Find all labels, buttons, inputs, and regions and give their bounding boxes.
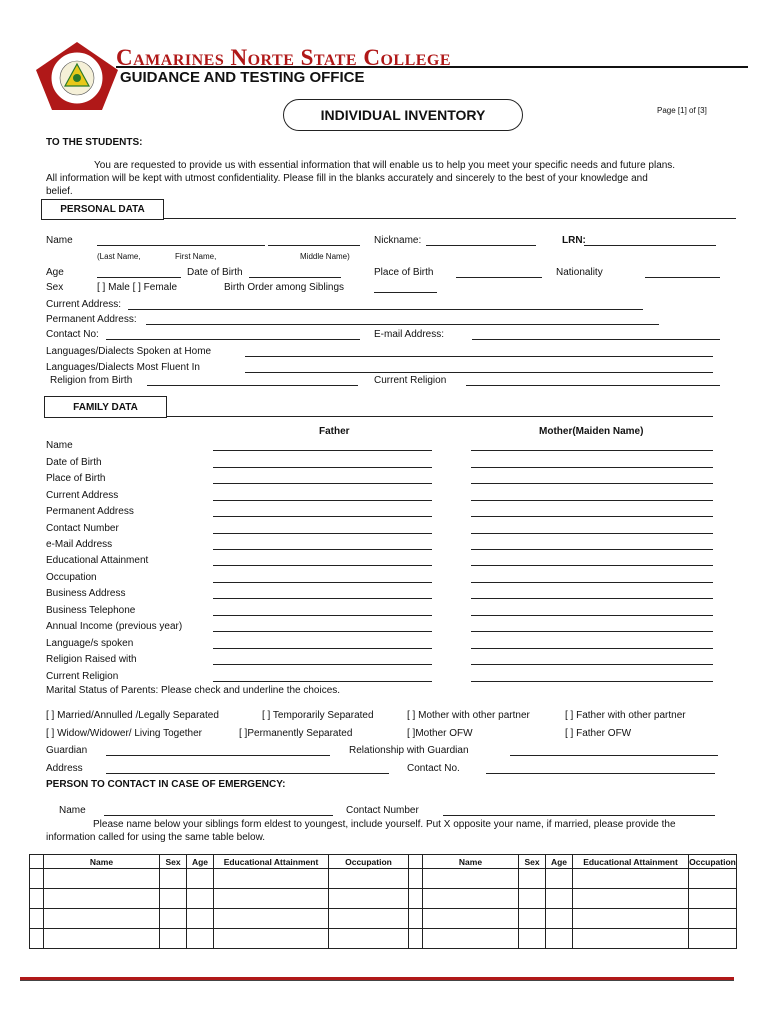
father-field[interactable] [213,664,432,665]
relationship-label: Relationship with Guardian [349,745,469,756]
siblings-table [29,854,737,949]
lang-fluent-label: Languages/Dialects Most Fluent In [46,362,200,373]
contact-field[interactable] [106,339,360,340]
religion-birth-label: Religion from Birth [50,375,133,386]
mother-field[interactable] [471,615,713,616]
nickname-field[interactable] [426,245,536,246]
family-field-current-address: Current Address [46,490,119,501]
mother-header: Mother(Maiden Name) [539,426,644,437]
lrn-label: LRN: [562,235,586,246]
father-field[interactable] [213,598,432,599]
family-field-pob: Place of Birth [46,473,106,484]
mother-field[interactable] [471,483,713,484]
intro-line-2: All information will be kept with utmost confidentiality. Please fill in the blanks accurately and sincerely to the best of your knowledge and [46,173,648,184]
salutation: TO THE STUDENTS: [46,137,143,148]
current-religion-label: Current Religion [374,375,447,386]
marital-option-mother-ofw[interactable]: [ ]Mother OFW [407,728,473,739]
guardian-contact-label: Contact No. [407,763,460,774]
pob-field[interactable] [456,277,542,278]
mother-field[interactable] [471,631,713,632]
guardian-contact-field[interactable] [486,773,715,774]
personal-data-section [41,199,164,220]
intro-line-1: You are requested to provide us with essential information that will enable us to help you meet your specific needs and future plans. [94,160,676,171]
siblings-instruction-2: information called for using the same table below. [46,832,266,843]
email-field[interactable] [472,339,720,340]
mother-field[interactable] [471,565,713,566]
father-field[interactable] [213,549,432,550]
pob-label: Place of Birth [374,267,434,278]
lang-home-field[interactable] [245,356,713,357]
lrn-field[interactable] [584,245,716,246]
col-age: Age [546,855,573,869]
family-field-name: Name [46,440,73,451]
family-data-section [44,396,167,418]
permanent-address-field[interactable] [146,324,659,325]
lang-fluent-field[interactable] [245,372,713,373]
mother-field[interactable] [471,450,713,451]
table-row[interactable] [30,869,737,889]
table-row[interactable] [30,929,737,949]
marital-option-father-partner[interactable]: [ ] Father with other partner [565,710,686,721]
col-marker [30,855,44,869]
table-row[interactable] [30,889,737,909]
last-first-name-field[interactable] [97,245,265,246]
middle-name-field[interactable] [268,245,360,246]
age-field[interactable] [97,277,181,278]
father-header: Father [319,426,350,437]
age-label: Age [46,267,64,278]
marital-prompt: Marital Status of Parents: Please check and underline the choices. [46,685,341,696]
birth-order-field[interactable] [374,292,437,293]
last-name-hint: (Last Name, [97,252,141,261]
family-field-email: e-Mail Address [46,539,113,550]
col-education: Educational Attainment [214,855,329,869]
mother-field[interactable] [471,467,713,468]
marital-option-widow[interactable]: [ ] Widow/Widower/ Living Together [46,728,202,739]
father-field[interactable] [213,648,432,649]
siblings-header-row [30,855,737,869]
father-field[interactable] [213,533,432,534]
col-occupation: Occupation [329,855,409,869]
emergency-contact-label: Contact Number [346,805,419,816]
family-field-annual-income: Annual Income (previous year) [46,621,183,632]
permanent-address-label: Permanent Address: [46,314,137,325]
father-field[interactable] [213,450,432,451]
religion-birth-field[interactable] [147,385,358,386]
intro-line-3: belief. [46,186,73,197]
first-name-hint: First Name, [175,252,217,261]
father-field[interactable] [213,631,432,632]
personal-data-label: PERSONAL DATA [60,204,145,215]
footer-divider [20,977,734,981]
family-field-contact: Contact Number [46,523,119,534]
father-field[interactable] [213,483,432,484]
family-field-education: Educational Attainment [46,555,149,566]
lang-home-label: Languages/Dialects Spoken at Home [46,346,212,357]
marital-option-father-ofw[interactable]: [ ] Father OFW [565,728,632,739]
middle-name-hint: Middle Name) [300,252,350,261]
family-field-religion-raised: Religion Raised with [46,654,137,665]
mother-field[interactable] [471,681,713,682]
contact-label: Contact No: [46,329,99,340]
col-sex: Sex [519,855,546,869]
family-field-business-telephone: Business Telephone [46,605,136,616]
col-marker [409,855,423,869]
dob-field[interactable] [249,277,341,278]
father-field[interactable] [213,582,432,583]
mother-field[interactable] [471,549,713,550]
family-field-languages: Language/s spoken [46,638,134,649]
relationship-field[interactable] [510,755,718,756]
sex-options[interactable]: [ ] Male [ ] Female [97,282,178,293]
father-field[interactable] [213,565,432,566]
nationality-label: Nationality [556,267,603,278]
guardian-label: Guardian [46,745,88,756]
siblings-instruction-1: Please name below your siblings form eldest to youngest, include yourself. Put X opposite your name, if married, please provide the [93,819,676,830]
sex-label: Sex [46,282,64,293]
mother-field[interactable] [471,598,713,599]
guardian-address-label: Address [46,763,83,774]
family-field-current-religion: Current Religion [46,671,119,682]
current-address-label: Current Address: [46,299,122,310]
mother-field[interactable] [471,582,713,583]
email-label: E-mail Address: [374,329,445,340]
name-label: Name [46,235,73,246]
father-field[interactable] [213,681,432,682]
col-name: Name [44,855,160,869]
emergency-title: PERSON TO CONTACT IN CASE OF EMERGENCY: [46,779,286,790]
guardian-field[interactable] [106,755,330,756]
col-name: Name [423,855,519,869]
marital-option-temp-separated[interactable]: [ ] Temporarily Separated [262,710,374,721]
office-name: GUIDANCE AND TESTING OFFICE [120,69,365,86]
mother-field[interactable] [471,500,713,501]
family-data-label: FAMILY DATA [73,401,138,413]
family-field-permanent-address: Permanent Address [46,506,134,517]
current-religion-field[interactable] [466,385,720,386]
mother-field[interactable] [471,516,713,517]
col-occupation: Occupation [689,856,736,867]
page-info: Page [1] of [3] [657,106,707,115]
form-title [283,99,523,131]
father-field[interactable] [213,615,432,616]
emergency-name-field[interactable] [104,815,333,816]
nickname-label: Nickname: [374,235,422,246]
father-field[interactable] [213,467,432,468]
marital-option-married[interactable]: [ ] Married/Annulled /Legally Separated [46,710,219,721]
marital-option-perm-separated[interactable]: [ ]Permanently Separated [239,728,353,739]
family-field-dob: Date of Birth [46,457,102,468]
father-field[interactable] [213,516,432,517]
col-sex: Sex [160,855,187,869]
emergency-name-label: Name [59,805,86,816]
col-education: Educational Attainment [573,855,689,869]
col-age: Age [187,855,214,869]
current-address-field[interactable] [128,309,643,310]
mother-field[interactable] [471,664,713,665]
birth-order-label: Birth Order among Siblings [224,282,345,293]
mother-field[interactable] [471,648,713,649]
marital-option-mother-partner[interactable]: [ ] Mother with other partner [407,710,530,721]
dob-label: Date of Birth [187,267,243,278]
family-field-occupation: Occupation [46,572,97,583]
college-name: Camarines Norte State College [116,45,452,70]
guardian-address-field[interactable] [106,773,389,774]
emergency-contact-field[interactable] [443,815,715,816]
father-field[interactable] [213,500,432,501]
mother-field[interactable] [471,533,713,534]
nationality-field[interactable] [645,277,720,278]
table-row[interactable] [30,909,737,929]
form-title-text: INDIVIDUAL INVENTORY [320,107,486,123]
family-field-business-address: Business Address [46,588,126,599]
college-seal-icon [34,40,120,112]
